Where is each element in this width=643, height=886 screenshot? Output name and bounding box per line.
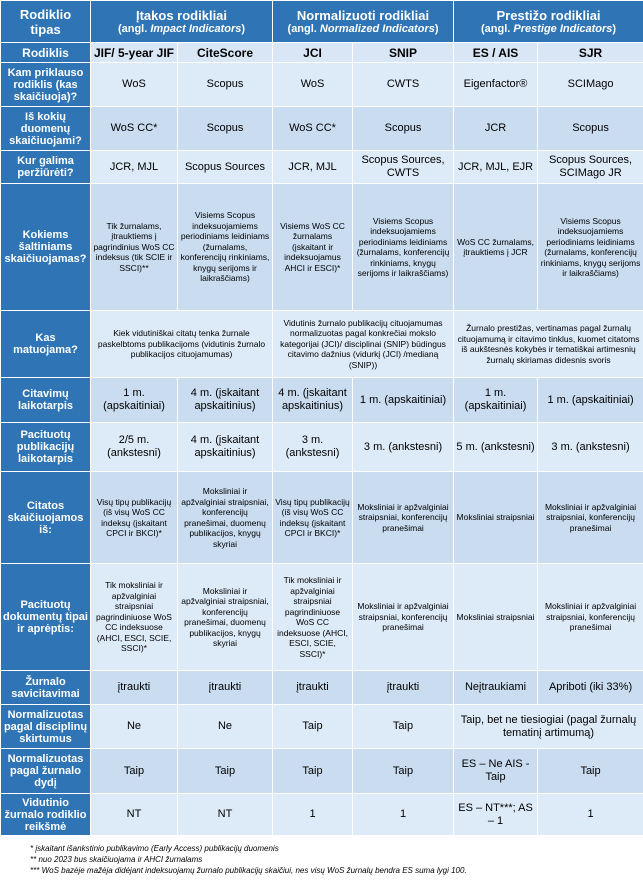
table-cell: įtraukti: [178, 671, 273, 705]
table-cell: 3 m. (ankstesni): [538, 423, 643, 472]
row-label-normalized-size: Normalizuotas pagal žurnalo dydį: [1, 749, 91, 794]
footnote: ** nuo 2023 bus skaičiuojama ir AHCI žurnalams: [30, 855, 203, 864]
row-label-cited-doc-types: Pacituotų dokumentų tipai ir aprėptis:: [1, 564, 91, 671]
table-cell: JCR, MJL, EJR: [454, 151, 538, 184]
table-cell: Scopus Sources: [178, 151, 273, 184]
table-cell: JCR: [454, 107, 538, 151]
table-cell: Taip: [178, 749, 273, 794]
table-cell: Visiems Scopus indeksuojamiems periodiniams leidiniams (žurnalams, konferencijų rinkiniams, knygų serijoms ir laikraščiams): [538, 184, 643, 311]
table-cell: ES – Ne AIS - Taip: [454, 749, 538, 794]
table-cell: WoS: [273, 63, 353, 107]
table-cell: 1: [538, 794, 643, 836]
table-cell: CWTS: [353, 63, 454, 107]
row-label-citations-from: Citatos skaičiuojamos iš:: [1, 472, 91, 564]
row-label-owner: Kam priklauso rodiklis (kas skaičiuoja)?: [1, 63, 91, 107]
table-cell: SCIMago: [538, 63, 643, 107]
table-cell: Visiems WoS CC žurnalams (įskaitant ir indeksuojamus AHCI ir ESCI)*: [273, 184, 353, 311]
impact-group-header: Įtakos rodikliai (angl. Impact Indicators): [91, 1, 273, 43]
table-cell: Moksliniai straipsniai: [454, 564, 538, 671]
table-cell: Visiems Scopus indeksuojamiems periodiniams leidiniams (žurnalams, konferencijų rinkiniams, knygų serijoms ir laikraščiams): [353, 184, 454, 311]
table-cell: įtraukti: [273, 671, 353, 705]
row-label-citation-period: Citavimų laikotarpis: [1, 378, 91, 423]
table-cell: 1 m. (apskaitiniai): [538, 378, 643, 423]
table-cell: JCR, MJL: [273, 151, 353, 184]
table-cell: Taip: [273, 705, 353, 749]
column-header-jci: JCI: [273, 43, 353, 63]
table-cell: Ne: [91, 705, 178, 749]
column-header-rodiklis: Rodiklis: [1, 43, 91, 63]
table-cell: Taip: [91, 749, 178, 794]
table-cell: Žurnalo prestižas, vertinamas pagal žurnalų cituojamumą ir citavimo tinklus, kuomet citatoms iš aukštesnės kokybės ir tematiškai artimesnių žurnalų skiriamas didesnis svoris: [454, 311, 643, 378]
table-cell: 3 m. (ankstesni): [353, 423, 454, 472]
table-cell: įtraukti: [353, 671, 454, 705]
normalized-group-header: Normalizuoti rodikliai (angl. Normalized Indicators): [273, 1, 454, 43]
table-cell: Moksliniai ir apžvalginiai straipsniai, konferencijų pranešimai: [353, 564, 454, 671]
table-cell: 1 m. (apskaitiniai): [454, 378, 538, 423]
table-cell: Visų tipų publikacijų (iš visų WoS CC indeksų (įskaitant CPCI ir BKCI)*: [273, 472, 353, 564]
table-cell: Kiek vidutiniškai citatų tenka žurnale paskelbtoms publikacijoms (vidutinis žurnalo publikacijos cituojamumas): [91, 311, 273, 378]
table-cell: 2/5 m. (ankstesni): [91, 423, 178, 472]
table-cell: Taip, bet ne tiesiogiai (pagal žurnalų tematinį artimumą): [454, 705, 643, 749]
table-cell: WoS: [91, 63, 178, 107]
corner-header: Rodiklio tipas: [1, 1, 91, 43]
table-cell: NT: [178, 794, 273, 836]
table-cell: Moksliniai ir apžvalginiai straipsniai, konferencijų pranešimai: [353, 472, 454, 564]
table-cell: Vidutinis žurnalo publikacijų cituojamumas normalizuotas pagal konkrečiai mokslo kategorijai (JCI)/ disciplinai (SNIP) būdingus citavimo dažnius (vidurkį (JCI) /medianą (SNIP)): [273, 311, 454, 378]
table-cell: 1: [353, 794, 454, 836]
table-cell: 4 m. (įskaitant apskaitinius): [273, 378, 353, 423]
column-header-snip: SNIP: [353, 43, 454, 63]
row-label-normalized-discipline: Normalizuotas pagal disciplinų skirtumus: [1, 705, 91, 749]
table-cell: įtraukti: [91, 671, 178, 705]
table-cell: Neįtraukiami: [454, 671, 538, 705]
row-label-cited-period: Pacituotų publikacijų laikotarpis: [1, 423, 91, 472]
table-cell: NT: [91, 794, 178, 836]
table-cell: Scopus Sources, SCIMago JR: [538, 151, 643, 184]
table-cell: Scopus: [538, 107, 643, 151]
table-cell: WoS CC žurnalams, įtrauktiems į JCR: [454, 184, 538, 311]
table-cell: Moksliniai ir apžvalginiai straipsniai, konferencijų pranešimai: [538, 564, 643, 671]
column-header-es-ais: ES / AIS: [454, 43, 538, 63]
table-cell: Tik žurnalams, įtrauktiems į pagrindinius WoS CC indeksus (tik SCIE ir SSCI)**: [91, 184, 178, 311]
table-cell: Taip: [273, 749, 353, 794]
table-cell: Eigenfactor®: [454, 63, 538, 107]
column-header-jif: JIF/ 5-year JIF: [91, 43, 178, 63]
column-header-citescore: CiteScore: [178, 43, 273, 63]
row-label-self-citations: Žurnalo savicitavimai: [1, 671, 91, 705]
table-cell: 4 m. (įskaitant apskaitinius): [178, 378, 273, 423]
table-cell: Moksliniai ir apžvalginiai straipsniai, konferencijų pranešimai, duomenų publikacijos, knygų skyriai: [178, 564, 273, 671]
table-cell: Scopus: [178, 107, 273, 151]
footnotes: [0, 843, 643, 876]
row-label-data-source: Iš kokių duomenų skaičiuojami?: [1, 107, 91, 151]
table-cell: Moksliniai straipsniai: [454, 472, 538, 564]
column-header-sjr: SJR: [538, 43, 643, 63]
table-cell: 3 m. (ankstesni): [273, 423, 353, 472]
table-cell: Visų tipų publikacijų (iš visų WoS CC indeksų (įskaitant CPCI ir BKCI)*: [91, 472, 178, 564]
table-cell: WoS CC*: [91, 107, 178, 151]
table-cell: Moksliniai ir apžvalginiai straipsniai, konferencijų pranešimai, duomenų publikacijos, knygų skyriai: [178, 472, 273, 564]
table-cell: Taip: [538, 749, 643, 794]
table-cell: Apriboti (iki 33%): [538, 671, 643, 705]
footnote: *** WoS bazėje mažėja didėjant indeksuojamų žurnalo publikacijų skaičiui, nes visų WoS žurnalų bendra ES suma lygi 100.: [30, 866, 467, 875]
row-label-where-to-view: Kur galima peržiūrėti?: [1, 151, 91, 184]
table-cell: Tik moksliniai ir apžvalginiai straipsniai pagrindiniuose WoS CC indeksuose (AHCI, ESCI, SCIE, SSCI)*: [91, 564, 178, 671]
table-cell: 5 m. (ankstesni): [454, 423, 538, 472]
table-cell: Ne: [178, 705, 273, 749]
table-cell: Tik moksliniai ir apžvalginiai straipsniai pagrindiniuose WoS CC indeksuose (AHCI, ESCI, SCIE, SSCI)*: [273, 564, 353, 671]
table-cell: Taip: [353, 705, 454, 749]
table-cell: JCR, MJL: [91, 151, 178, 184]
prestige-group-header: Prestižo rodikliai (angl. Prestige Indicators): [454, 1, 643, 43]
row-label-average-value: Vidutinio žurnalo rodiklio reikšmė: [1, 794, 91, 836]
table-cell: Scopus: [353, 107, 454, 151]
table-cell: Scopus: [178, 63, 273, 107]
row-label-what-measured: Kas matuojama?: [1, 311, 91, 378]
table-cell: Taip: [353, 749, 454, 794]
table-cell: 1: [273, 794, 353, 836]
table-cell: Moksliniai ir apžvalginiai straipsniai, konferencijų pranešimai: [538, 472, 643, 564]
row-label-sources: Kokiems šaltiniams skaičiuojamas?: [1, 184, 91, 311]
table-cell: WoS CC*: [273, 107, 353, 151]
table-cell: 1 m. (apskaitiniai): [91, 378, 178, 423]
table-cell: 4 m. (įskaitant apskaitinius): [178, 423, 273, 472]
table-cell: Visiems Scopus indeksuojamiems periodiniams leidiniams (žurnalams, konferencijų rinkiniams, knygų serijoms ir laikraščiams): [178, 184, 273, 311]
table-cell: Scopus Sources, CWTS: [353, 151, 454, 184]
table-cell: ES – NT***; AS – 1: [454, 794, 538, 836]
table-cell: 1 m. (apskaitiniai): [353, 378, 454, 423]
footnote: * įskaitant išankstinio publikavimo (Early Access) publikacijų duomenis: [30, 844, 279, 853]
